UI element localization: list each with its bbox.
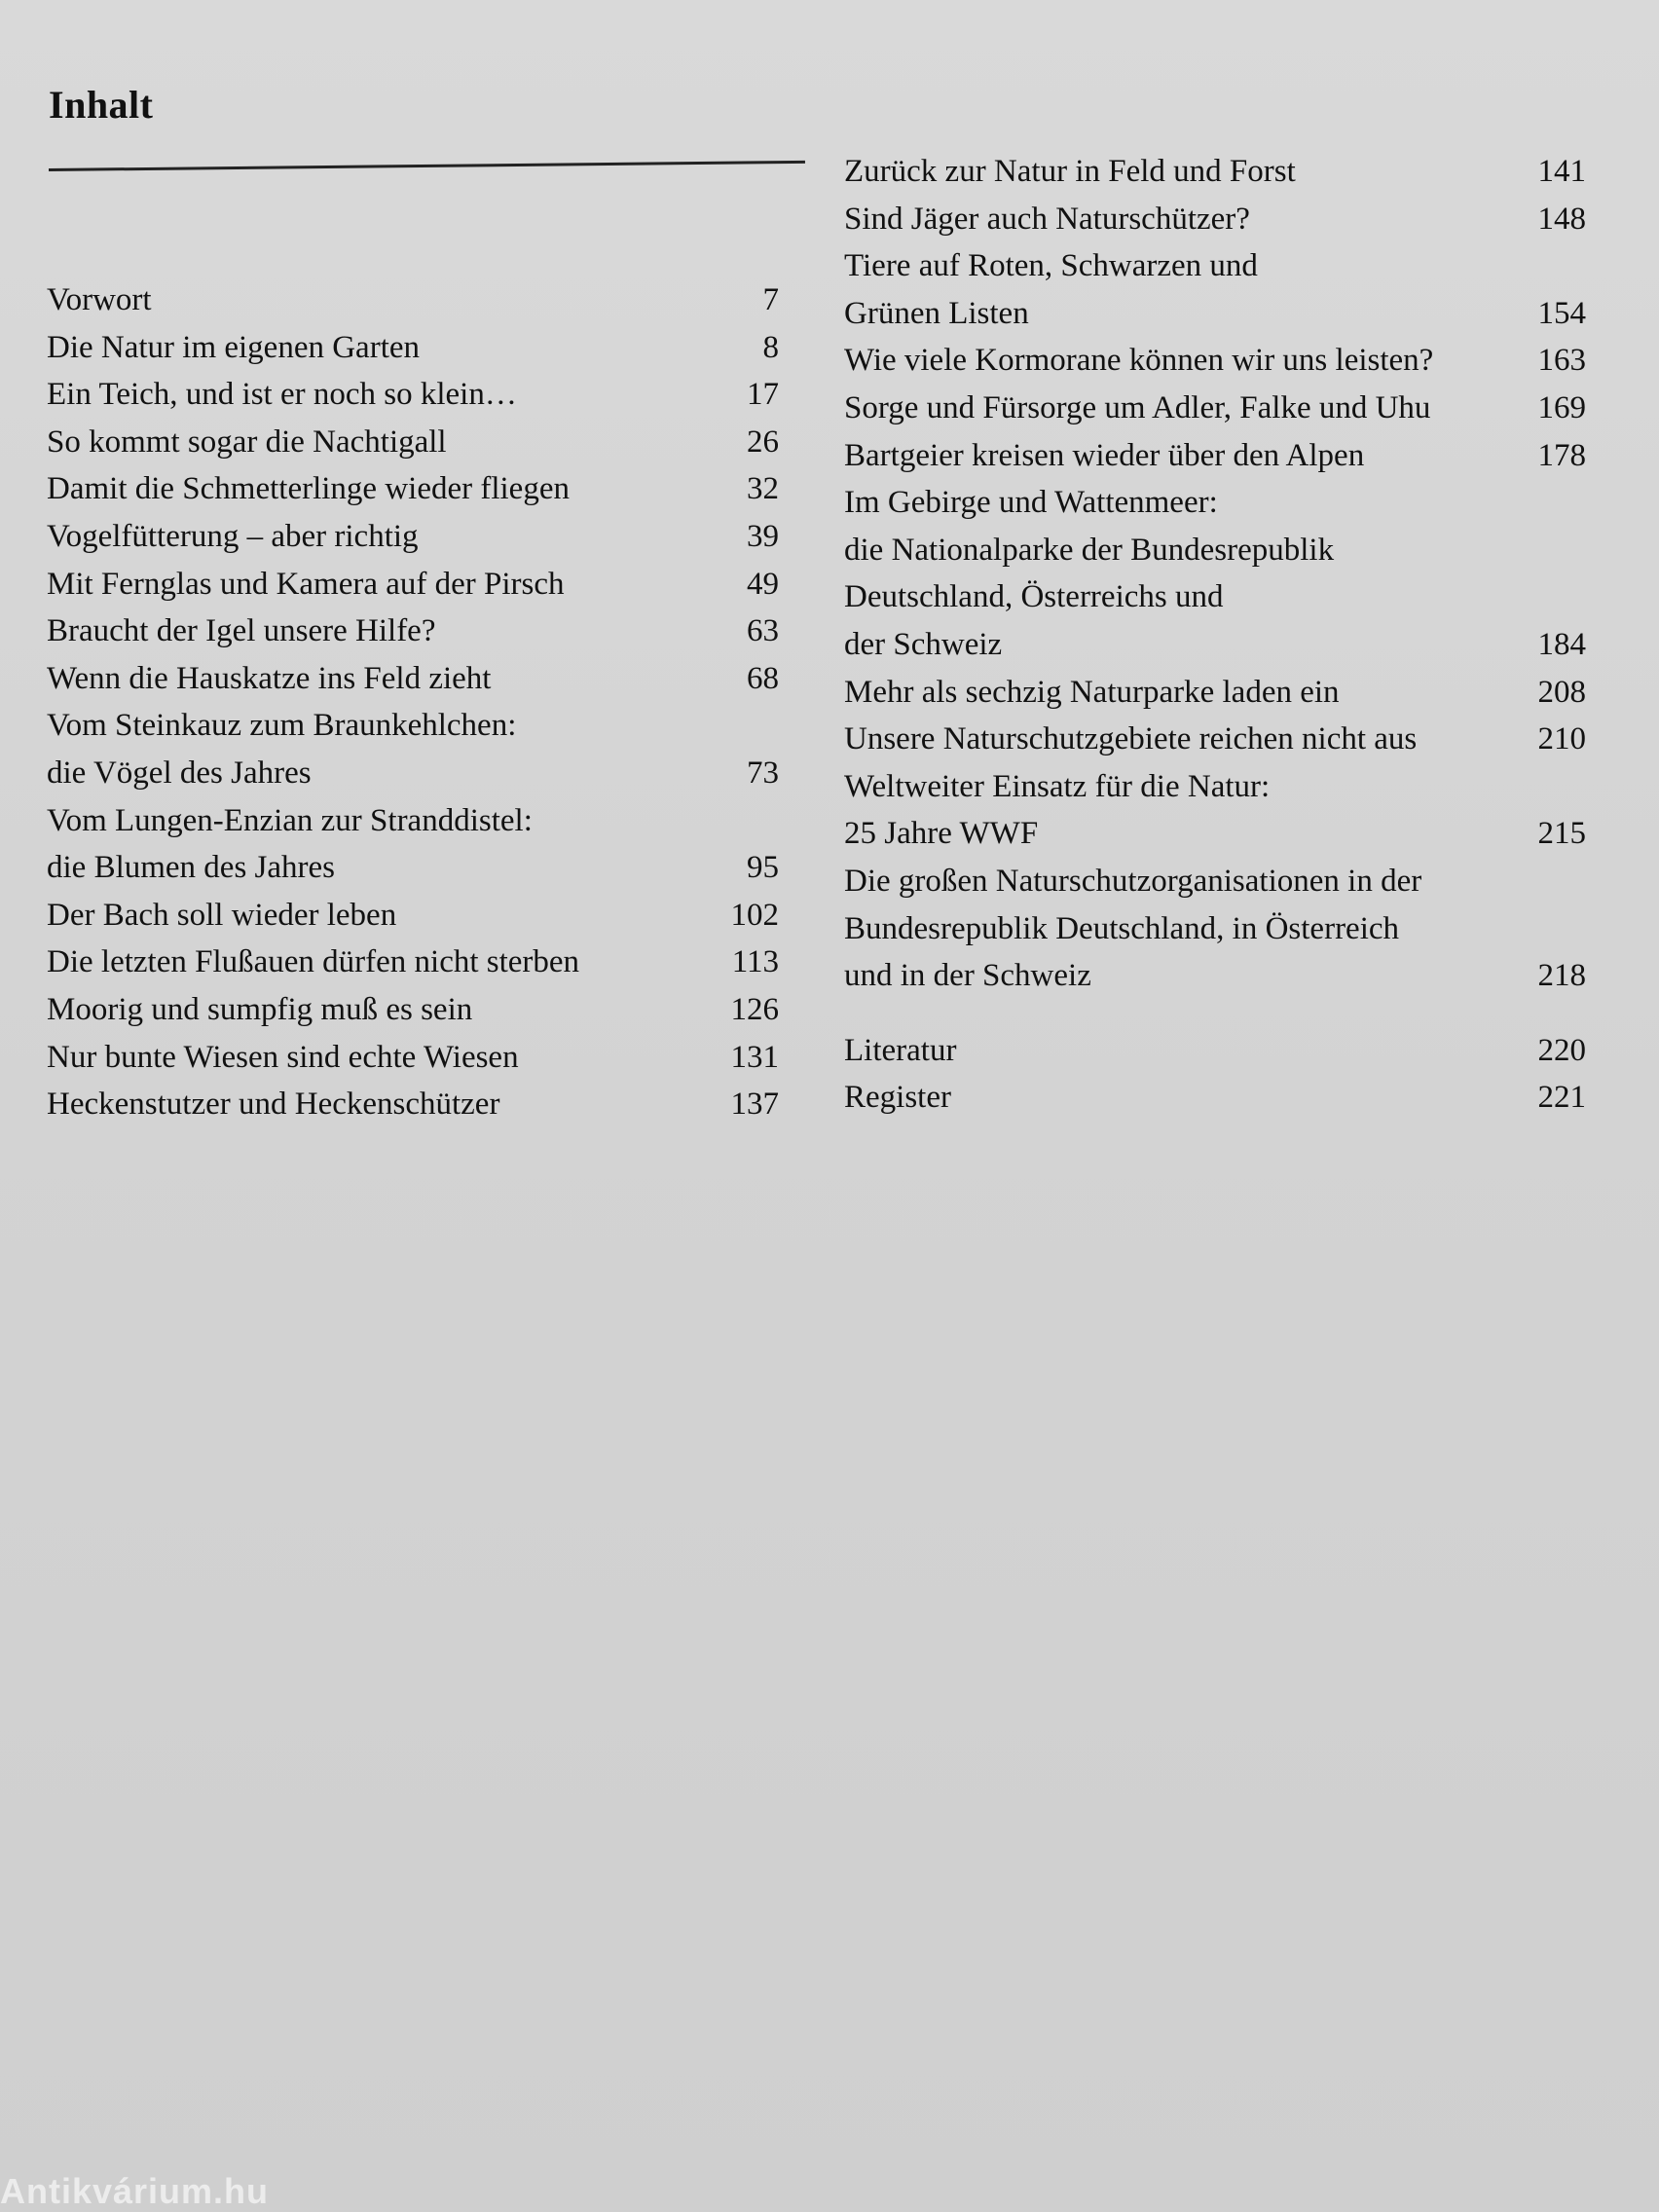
toc-entry-line bbox=[844, 905, 1586, 953]
toc-entry-line bbox=[47, 1081, 779, 1128]
toc-entry bbox=[47, 465, 779, 513]
toc-entry bbox=[844, 858, 1586, 1000]
toc-entry bbox=[47, 892, 779, 940]
toc-entry bbox=[47, 371, 779, 419]
toc-page-number: 220 bbox=[1537, 1032, 1586, 1068]
toc-entry-title: 25 Jahre WWF bbox=[844, 816, 1039, 852]
toc-page-number: 210 bbox=[1537, 721, 1586, 757]
toc-entry-line bbox=[47, 797, 779, 845]
toc-entry-title: Moorig und sumpfig muß es sein bbox=[47, 991, 473, 1027]
toc-entry bbox=[47, 276, 779, 324]
toc-entry-line bbox=[47, 324, 779, 372]
toc-entry-title: Register bbox=[844, 1080, 951, 1116]
toc-entry-line bbox=[844, 621, 1586, 669]
toc-entry-line bbox=[47, 892, 779, 940]
toc-entry bbox=[47, 419, 779, 466]
toc-entry-title: So kommt sogar die Nachtigall bbox=[47, 424, 447, 460]
toc-page-number: 17 bbox=[747, 377, 779, 413]
toc-page-number: 49 bbox=[747, 566, 779, 602]
toc-page-number: 141 bbox=[1537, 154, 1586, 189]
toc-entry-line bbox=[844, 337, 1586, 385]
toc-entry bbox=[844, 242, 1586, 337]
toc-page-number: 68 bbox=[747, 660, 779, 696]
toc-page-number: 32 bbox=[747, 471, 779, 507]
toc-entry-title: Die letzten Flußauen dürfen nicht sterben bbox=[47, 944, 580, 980]
toc-entry-line bbox=[844, 952, 1586, 1000]
toc-entry bbox=[47, 324, 779, 372]
toc-entry-title: Wenn die Hauskatze ins Feld zieht bbox=[47, 660, 492, 696]
toc-entry bbox=[47, 561, 779, 608]
toc-entry bbox=[844, 337, 1586, 385]
toc-entry-title: Wie viele Kormorane können wir uns leisten? bbox=[844, 343, 1434, 379]
toc-entry-title: Der Bach soll wieder leben bbox=[47, 897, 397, 933]
toc-entry-title: Im Gebirge und Wattenmeer: bbox=[844, 485, 1218, 521]
toc-entry-line bbox=[844, 1074, 1586, 1122]
toc-entry bbox=[844, 196, 1586, 243]
toc-entry bbox=[844, 479, 1586, 668]
toc-entry-title: Sind Jäger auch Naturschützer? bbox=[844, 201, 1250, 237]
toc-page-number: 7 bbox=[762, 282, 779, 317]
toc-entry-line bbox=[47, 608, 779, 655]
toc-entry-title: Weltweiter Einsatz für die Natur: bbox=[844, 768, 1271, 804]
toc-entry-title: Bundesrepublik Deutschland, in Österreich bbox=[844, 910, 1400, 946]
toc-entry bbox=[844, 716, 1586, 763]
toc-entry-title: Vom Steinkauz zum Braunkehlchen: bbox=[47, 708, 517, 744]
toc-page-number: 163 bbox=[1537, 343, 1586, 379]
toc-entry-line bbox=[47, 986, 779, 1034]
toc-entry-line bbox=[844, 290, 1586, 338]
toc-entry-line bbox=[47, 750, 779, 797]
toc-entry-title: Damit die Schmetterlinge wieder fliegen bbox=[47, 471, 570, 507]
toc-entry-title: die Nationalparke der Bundesrepublik bbox=[844, 532, 1335, 568]
watermark-text: Antikvárium.hu bbox=[0, 2171, 270, 2211]
toc-entry-title: Heckenstutzer und Heckenschützer bbox=[47, 1087, 500, 1123]
toc-entry-line bbox=[47, 1034, 779, 1082]
toc-entry-title: Braucht der Igel unsere Hilfe? bbox=[47, 613, 436, 649]
toc-entry-line bbox=[47, 561, 779, 608]
toc-entry-title: Zurück zur Natur in Feld und Forst bbox=[844, 154, 1296, 189]
toc-entry bbox=[844, 148, 1586, 196]
toc-page-number: 113 bbox=[731, 944, 779, 980]
toc-page-number: 63 bbox=[747, 613, 779, 649]
toc-entry-title: und in der Schweiz bbox=[844, 958, 1091, 994]
toc-entry-line bbox=[844, 527, 1586, 574]
title-rule bbox=[49, 161, 805, 171]
toc-entry-line bbox=[844, 716, 1586, 763]
toc-entry-line bbox=[844, 148, 1586, 196]
toc-entry-title: Bartgeier kreisen wieder über den Alpen bbox=[844, 437, 1365, 473]
toc-page-number: 169 bbox=[1537, 389, 1586, 425]
toc-entry-title: Literatur bbox=[844, 1032, 957, 1068]
toc-entry-line bbox=[47, 844, 779, 892]
toc-entry-line bbox=[844, 669, 1586, 717]
toc-page-number: 184 bbox=[1537, 626, 1586, 662]
toc-entry-line bbox=[844, 432, 1586, 480]
toc-entry-title: Sorge und Fürsorge um Adler, Falke und Uhu bbox=[844, 389, 1431, 425]
toc-entry bbox=[47, 702, 779, 796]
toc-entry-line bbox=[47, 513, 779, 561]
toc-entry-title: Vorwort bbox=[47, 282, 152, 317]
toc-page-number: 26 bbox=[747, 424, 779, 460]
toc-entry-line bbox=[47, 465, 779, 513]
toc-entry-line bbox=[47, 276, 779, 324]
toc-entry-title: Vom Lungen-Enzian zur Stranddistel: bbox=[47, 802, 533, 838]
toc-page-number: 8 bbox=[762, 329, 779, 365]
toc-left-column bbox=[47, 276, 779, 1128]
toc-entry-title: Unsere Naturschutzgebiete reichen nicht aus bbox=[844, 721, 1418, 757]
toc-entry-title: Nur bunte Wiesen sind echte Wiesen bbox=[47, 1039, 519, 1075]
toc-entry-title: Ein Teich, und ist er noch so klein… bbox=[47, 377, 517, 413]
toc-page-number: 221 bbox=[1537, 1080, 1586, 1116]
toc-entry-title: Grünen Listen bbox=[844, 295, 1029, 331]
toc-entry-line bbox=[844, 196, 1586, 243]
toc-entry-line bbox=[47, 655, 779, 703]
toc-page-number: 208 bbox=[1537, 674, 1586, 710]
toc-entry-line bbox=[844, 810, 1586, 858]
toc-page-number: 178 bbox=[1537, 437, 1586, 473]
toc-entry-title: Mehr als sechzig Naturparke laden ein bbox=[844, 674, 1340, 710]
toc-page-number: 137 bbox=[730, 1087, 779, 1123]
toc-entry-line bbox=[844, 573, 1586, 621]
toc-entry-line bbox=[47, 371, 779, 419]
toc-entry bbox=[844, 1027, 1586, 1075]
toc-entry-line bbox=[844, 858, 1586, 905]
toc-page-number: 126 bbox=[730, 991, 779, 1027]
toc-entry bbox=[47, 986, 779, 1034]
toc-page-number: 154 bbox=[1537, 295, 1586, 331]
toc-page-number: 131 bbox=[730, 1039, 779, 1075]
toc-entry-title: Tiere auf Roten, Schwarzen und bbox=[844, 248, 1258, 284]
toc-entry-line bbox=[844, 479, 1586, 527]
toc-entry-line bbox=[47, 702, 779, 750]
page-title: Inhalt bbox=[49, 83, 154, 127]
toc-page-number: 73 bbox=[747, 755, 779, 791]
toc-entry-title: Vogelfütterung – aber richtig bbox=[47, 518, 419, 554]
toc-entry bbox=[47, 655, 779, 703]
toc-entry bbox=[844, 432, 1586, 480]
section-gap bbox=[844, 1000, 1586, 1027]
toc-entry-title: der Schweiz bbox=[844, 626, 1003, 662]
toc-page-number: 215 bbox=[1537, 816, 1586, 852]
toc-entry bbox=[844, 1074, 1586, 1122]
toc-page-number: 39 bbox=[747, 518, 779, 554]
toc-entry-line bbox=[844, 763, 1586, 811]
toc-entry-title: Die Natur im eigenen Garten bbox=[47, 329, 421, 365]
toc-entry bbox=[47, 513, 779, 561]
toc-page-number: 95 bbox=[747, 850, 779, 886]
toc-entry-line bbox=[47, 419, 779, 466]
toc-page-number: 218 bbox=[1537, 958, 1586, 994]
toc-entry-line bbox=[47, 939, 779, 986]
toc-entry bbox=[47, 939, 779, 986]
toc-entry-line bbox=[844, 385, 1586, 432]
toc-entry-title: Die großen Naturschutzorganisationen in der bbox=[844, 863, 1422, 899]
toc-right-column bbox=[844, 148, 1586, 1122]
toc-entry-line bbox=[844, 242, 1586, 290]
toc-entry bbox=[844, 385, 1586, 432]
toc-entry bbox=[47, 608, 779, 655]
toc-page-number: 102 bbox=[730, 897, 779, 933]
toc-entry-line bbox=[844, 1027, 1586, 1075]
toc-entry bbox=[844, 763, 1586, 858]
toc-entry-title: die Vögel des Jahres bbox=[47, 755, 312, 791]
toc-entry bbox=[47, 797, 779, 892]
toc-entry-title: Deutschland, Österreichs und bbox=[844, 579, 1224, 615]
toc-entry-title: die Blumen des Jahres bbox=[47, 850, 336, 886]
toc-entry bbox=[47, 1081, 779, 1128]
toc-entry bbox=[844, 669, 1586, 717]
toc-entry bbox=[47, 1034, 779, 1082]
toc-entry-title: Mit Fernglas und Kamera auf der Pirsch bbox=[47, 566, 565, 602]
toc-page-number: 148 bbox=[1537, 201, 1586, 237]
